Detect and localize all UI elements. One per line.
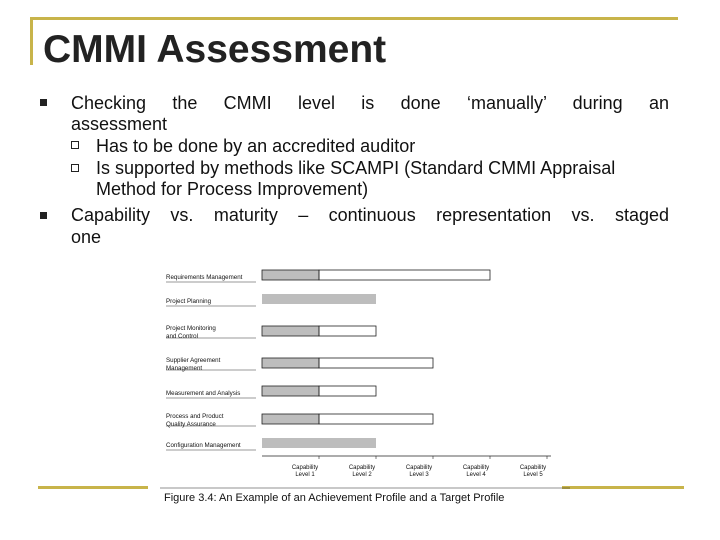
target-bar [319,414,433,424]
x-tick-label: Capability [291,465,319,471]
x-tick-label: Capability [462,465,490,471]
x-tick-label: Level 4 [466,472,486,478]
frame-bottom-left-rule [38,486,148,489]
category-label: Management [166,365,203,372]
figure-caption: Figure 3.4: An Example of an Achievement Profile and a Target Profile [164,492,505,504]
x-tick-label: Capability [519,465,547,471]
category-label: Process and Product [166,413,224,420]
frame-bottom-right-rule [562,486,684,489]
slide-title: CMMI Assessment [43,28,387,71]
achievement-bar [262,386,319,396]
achievement-profile-chart [160,262,570,512]
achievement-bar [262,326,319,336]
category-label: Project Planning [166,298,212,305]
achievement-bar [262,414,319,424]
x-tick-label: Level 2 [352,472,372,478]
category-label: Requirements Management [166,274,243,281]
achievement-bar [262,358,319,368]
x-tick-label: Level 5 [523,472,543,478]
frame-top-rule [30,17,678,20]
target-bar [319,326,376,336]
x-tick-label: Level 3 [409,472,429,478]
target-bar [319,270,490,280]
frame-left-rule [30,17,33,65]
sub-bullet-2-line-1: Is supported by methods like SCAMPI (Standard CMMI Appraisal [96,158,616,178]
bullet-1-line-1: Checking the CMMI level is done ‘manually’ during an [71,93,669,113]
target-bar [319,386,376,396]
bullet-marker-1 [40,99,47,106]
bullet-2-line-2: one [71,227,102,247]
sub-bullet-1: Has to be done by an accredited auditor [96,136,416,156]
category-label: Quality Assurance [166,421,216,428]
x-tick-label: Capability [348,465,376,471]
bullet-1-line-2: assessment [71,114,168,134]
category-label: Supplier Agreement [166,357,221,364]
achievement-bar [262,270,319,280]
achievement-bar [262,294,376,304]
category-label: Measurement and Analysis [166,390,241,397]
sub-bullet-marker-2 [71,164,79,172]
x-tick-label: Capability [405,465,433,471]
category-label: and Control [166,333,198,340]
bullet-marker-2 [40,212,47,219]
x-tick-label: Level 1 [295,472,315,478]
sub-bullet-2-line-2: Method for Process Improvement) [96,179,369,199]
target-bar [319,358,433,368]
bullet-2-line-1: Capability vs. maturity – continuous representation vs. staged [71,205,669,225]
category-label: Configuration Management [166,442,241,449]
achievement-bar [262,438,376,448]
category-label: Project Monitoring [166,325,216,332]
sub-bullet-marker-1 [71,141,79,149]
